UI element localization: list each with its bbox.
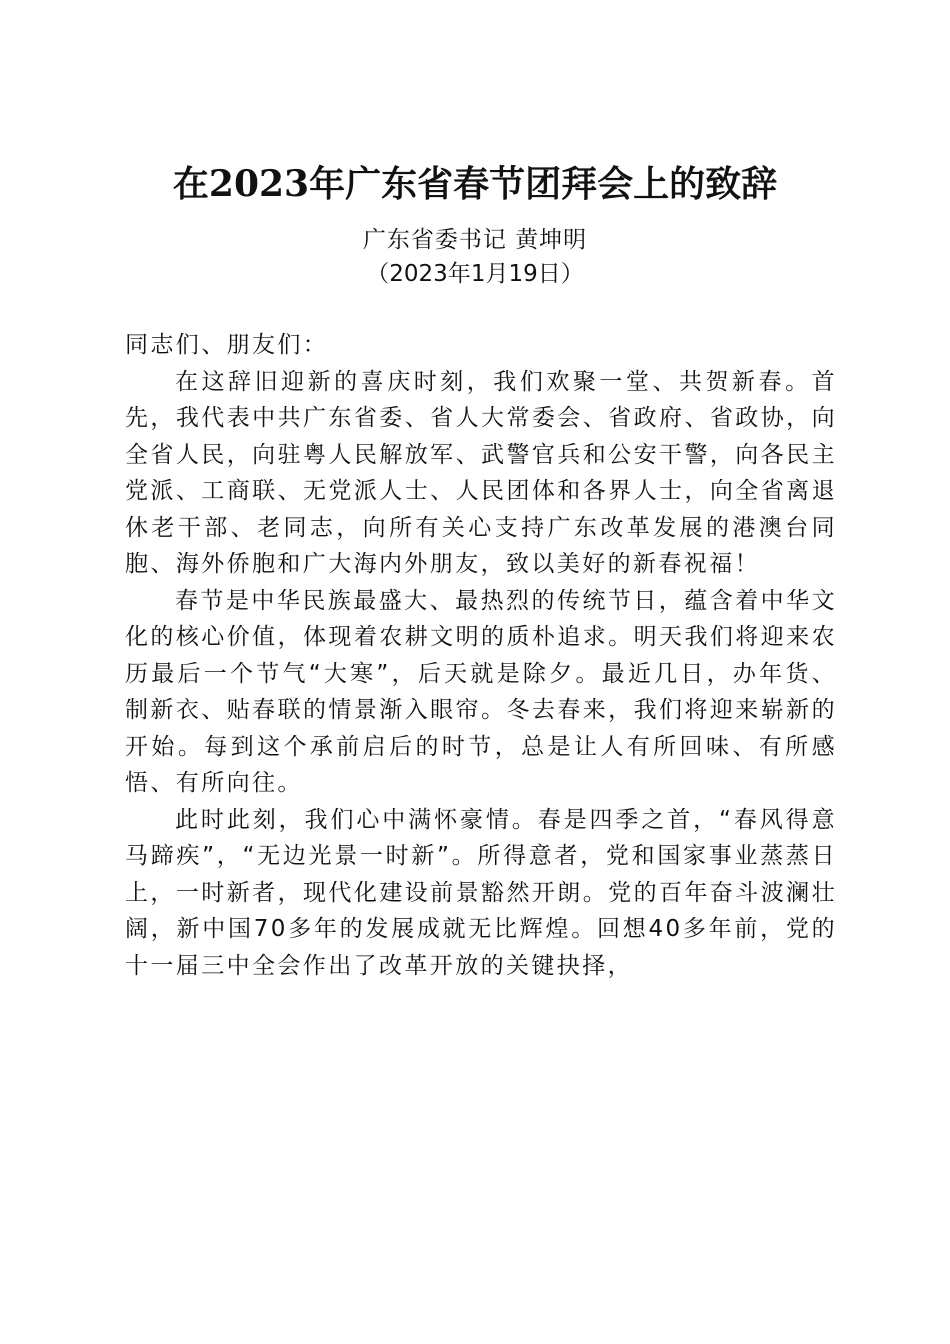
date-line: （2023年1月19日） bbox=[366, 261, 584, 287]
paragraph: 春节是中华民族最盛大、最热烈的传统节日，蕴含着中华文化的核心价值，体现着农耕文明的质朴追求。明天我们将迎来农历最后一个节气“大寒”，后天就是除夕。最近几日，办年货、制新衣、贴春联的情景渐入眼帘。冬去春来，我们将迎来崭新的开始。每到这个承前启后的时节，总是让人有所回味、有所感悟、有所向往。 bbox=[125, 587, 837, 796]
author-line: 广东省委书记 黄坤明 bbox=[362, 227, 588, 253]
paragraph: 此时此刻，我们心中满怀豪情。春是四季之首，“春风得意马蹄疾”，“无边光景一时新”。所得意者，党和国家事业蒸蒸日上，一时新者，现代化建设前景豁然开朗。党的百年奋斗波澜壮阔，新中国70多年的发展成就无比辉煌。回想40多年前，党的十一届三中全会作出了改革开放的关键抉择， bbox=[125, 806, 837, 979]
paragraph: 在这辞旧迎新的喜庆时刻，我们欢聚一堂、共贺新春。首先，我代表中共广东省委、省人大常委会、省政府、省政协，向全省人民，向驻粤人民解放军、武警官兵和公安干警，向各民主党派、工商联、无党派人士、人民团体和各界人士，向全省离退休老干部、老同志，向所有关心支持广东改革发展的港澳台同胞、海外侨胞和广大海内外朋友，致以美好的新春祝福！ bbox=[125, 368, 837, 577]
document-title: 在2023年广东省春节团拜会上的致辞 bbox=[172, 163, 778, 205]
salutation: 同志们、朋友们： bbox=[125, 332, 329, 358]
document-body bbox=[125, 327, 837, 984]
